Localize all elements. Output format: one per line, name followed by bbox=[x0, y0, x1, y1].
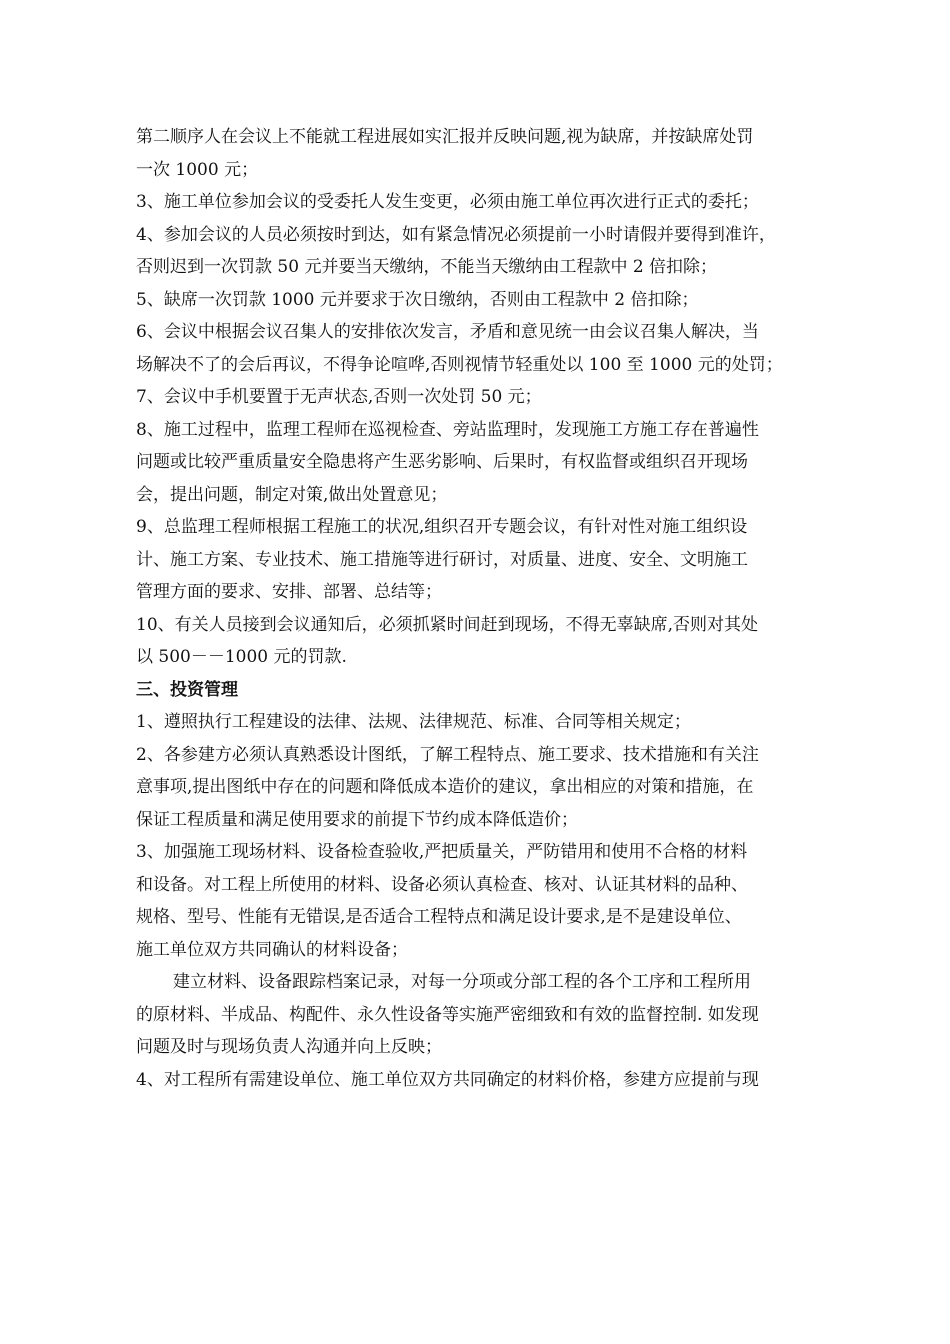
text-line: 问题或比较严重质量安全隐患将产生恶劣影响、后果时，有权监督或组织召开现场 bbox=[136, 452, 748, 472]
section-heading: 三、投资管理 bbox=[136, 679, 238, 700]
list-item-7: 7、会议中手机要置于无声状态,否则一次处罚 50 元； bbox=[136, 387, 542, 407]
list-item-5: 5、缺席一次罚款 1000 元并要求于次日缴纳，否则由工程款中 2 倍扣除； bbox=[136, 289, 699, 310]
list-item-3: 3、加强施工现场材料、设备检查验收,严把质量关，严防错用和使用不合格的材料 bbox=[136, 842, 748, 862]
text-line: 以 500－－1000 元的罚款. bbox=[136, 647, 347, 667]
list-item-9: 9、总监理工程师根据工程施工的状况,组织召开专题会议，有针对性对施工组织设 bbox=[136, 517, 748, 537]
text-line: 施工单位双方共同确认的材料设备； bbox=[136, 939, 408, 960]
list-item-4: 4、对工程所有需建设单位、施工单位双方共同确定的材料价格，参建方应提前与现 bbox=[136, 1069, 759, 1090]
text-line: 保证工程质量和满足使用要求的前提下节约成本降低造价； bbox=[136, 809, 578, 830]
text-line: 计、施工方案、专业技术、施工措施等进行研讨，对质量、进度、安全、文明施工 bbox=[136, 549, 748, 570]
text-line: 意事项,提出图纸中存在的问题和降低成本造价的建议，拿出相应的对策和措施，在 bbox=[136, 777, 754, 797]
text-line: 一次 1000 元； bbox=[136, 159, 259, 180]
text-line: 管理方面的要求、安排、部署、总结等； bbox=[136, 582, 442, 602]
list-item-4: 4、参加会议的人员必须按时到达，如有紧急情况必须提前一小时请假并要得到准许， bbox=[136, 224, 776, 245]
list-item-8: 8、施工过程中，监理工程师在巡视检查、旁站监理时，发现施工方施工存在普遍性 bbox=[136, 419, 759, 440]
text-line: 的原材料、半成品、构配件、永久性设备等实施严密细致和有效的监督控制. 如发现 bbox=[136, 1004, 759, 1025]
text-line: 和设备。对工程上所使用的材料、设备必须认真检查、核对、认证其材料的品种、 bbox=[136, 874, 748, 895]
text-line: 第二顺序人在会议上不能就工程进展如实汇报并反映问题,视为缺席，并按缺席处罚 bbox=[136, 127, 754, 147]
list-item-2: 2、各参建方必须认真熟悉设计图纸，了解工程特点、施工要求、技术措施和有关注 bbox=[136, 744, 759, 765]
document-body bbox=[136, 121, 836, 1096]
list-item-3: 3、施工单位参加会议的受委托人发生变更，必须由施工单位再次进行正式的委托； bbox=[136, 192, 759, 212]
text-line: 问题及时与现场负责人沟通并向上反映； bbox=[136, 1037, 442, 1057]
list-item-6: 6、会议中根据会议召集人的安排依次发言，矛盾和意见统一由会议召集人解决，当 bbox=[136, 322, 759, 342]
text-line: 否则迟到一次罚款 50 元并要当天缴纳，不能当天缴纳由工程款中 2 倍扣除； bbox=[136, 257, 718, 277]
list-item-10: 10、有关人员接到会议通知后，必须抓紧时间赶到现场，不得无辜缺席,否则对其处 bbox=[136, 614, 759, 635]
text-line: 会，提出问题，制定对策,做出处置意见； bbox=[136, 484, 448, 505]
text-line: 场解决不了的会后再议，不得争论喧哗,否则视情节轻重处以 100 至 1000 元的处罚； bbox=[136, 354, 783, 375]
list-item-1: 1、遵照执行工程建设的法律、法规、法律规范、标准、合同等相关规定； bbox=[136, 712, 691, 732]
indented-paragraph-line: 建立材料、设备跟踪档案记录，对每一分项或分部工程的各个工序和工程所用 bbox=[173, 972, 751, 992]
text-line: 规格、型号、性能有无错误,是否适合工程特点和满足设计要求,是不是建设单位、 bbox=[136, 907, 742, 927]
